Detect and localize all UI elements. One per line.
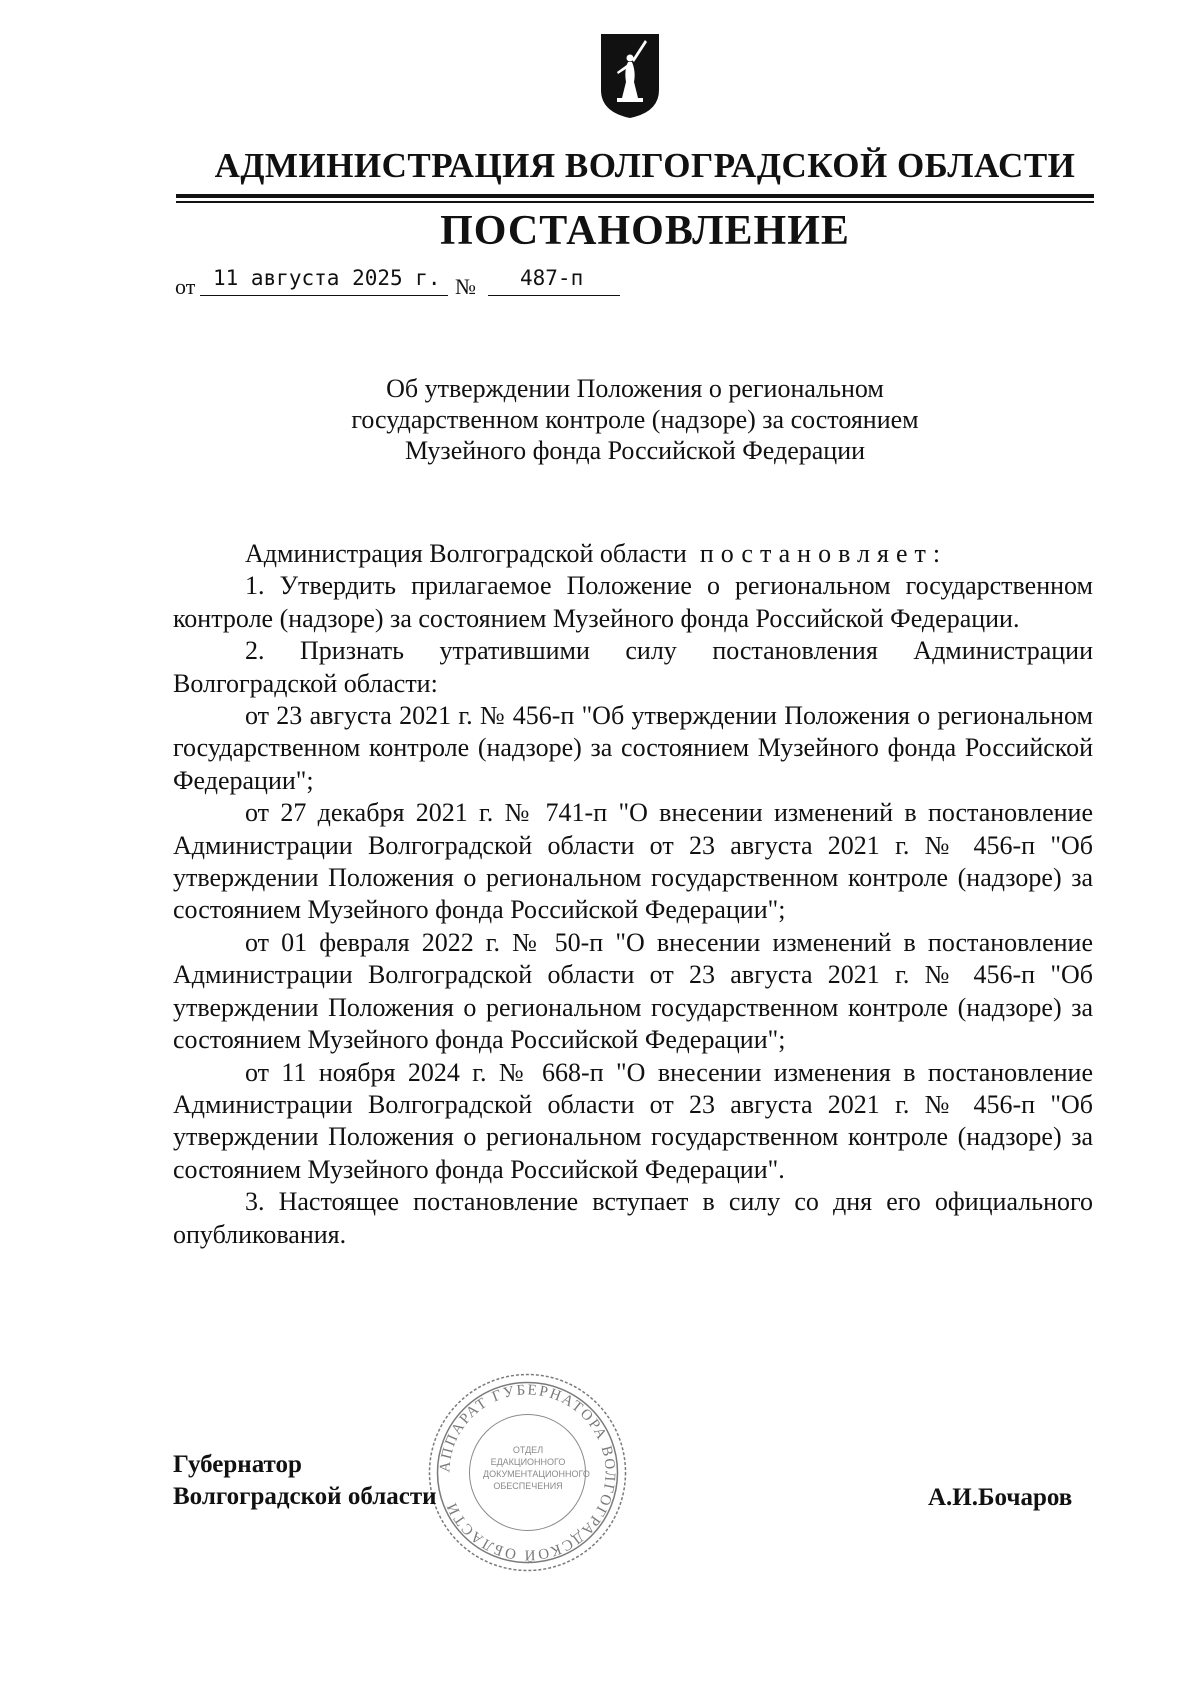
date-prefix: от (175, 274, 196, 299)
subject-line-2: государственном контроле (надзоре) за состоянием (351, 405, 919, 434)
header-rule-thin (176, 201, 1094, 203)
seal-inner-text: ОТДЕЛ ЕДАКЦИОННОГО ДОКУМЕНТАЦИОННОГО ОБЕСПЕЧЕНИЯ (483, 1445, 590, 1491)
item-2-sub-2: от 27 декабря 2021 г. № 741-п "О внесении изменений в постановление Администрации Волгоградской области от 23 августа 2021 г. № 456-п "Об утверждении Положения о региональном государственном контроле (надзоре) за состоянием Музейного фонда Российской Федерации"; (173, 798, 1093, 925)
coat-of-arms-icon (599, 32, 661, 120)
item-2-sub-3: от 01 февраля 2022 г. № 50-п "О внесении изменений в постановление Администрации Волгоградской области от 23 августа 2021 г. № 456-п "Об утверждении Положения о региональном государственном контроле (надзоре) за состоянием Музейного фонда Российской Федерации"; (173, 927, 1093, 1055)
header-rule-thick (176, 194, 1094, 198)
item-2-sub-1: от 23 августа 2021 г. № 456-п "Об утверждении Положения о региональном государственном контроле (надзоре) за состоянием Музейного фонда Российской Федерации"; (173, 701, 1093, 795)
number-prefix: № (455, 274, 476, 299)
document-subject (250, 373, 1020, 466)
document-number: 487-п (520, 266, 584, 290)
item-2-sub-4: от 11 ноября 2024 г. № 668-п "О внесении изменения в постановление Администрации Волгоградской области от 23 августа 2021 г. № 456-п "Об утверждении Положения о региональном государственном контроле (надзоре) за состоянием Музейного фонда Российской Федерации". (173, 1057, 1093, 1184)
official-seal (425, 1370, 630, 1575)
signatory-title (173, 1449, 437, 1513)
preamble-verb: постановляет: (699, 539, 948, 568)
seal-outer-text: АППАРАТ ГУБЕРНАТОРА ВОЛГОГРАДСКОЙ ОБЛАСТИ (437, 1382, 618, 1563)
document-body (173, 538, 1093, 1251)
signatory-title-line-1: Губернатор (173, 1451, 302, 1478)
preamble (173, 538, 1093, 570)
signatory-title-line-2: Волгоградской области (173, 1483, 437, 1510)
subject-line-3: Музейного фонда Российской Федерации (404, 436, 866, 465)
signatory-name: А.И.Бочаров (928, 1484, 1073, 1511)
preamble-subject: Администрация Волгоградской области (245, 539, 687, 568)
number-underline (488, 295, 620, 296)
item-2: 2. Признать утратившими силу постановления Администрации Волгоградской области: (173, 636, 1093, 698)
document-date: 11 августа 2025 г. (213, 266, 441, 290)
document-type-heading: ПОСТАНОВЛЕНИЕ (440, 208, 850, 254)
date-underline (200, 295, 448, 296)
subject-line-1: Об утверждении Положения о региональном (386, 374, 884, 403)
organization-title: АДМИНИСТРАЦИЯ ВОЛГОГРАДСКОЙ ОБЛАСТИ (214, 146, 1076, 185)
item-1: 1. Утвердить прилагаемое Положение о региональном государственном контроле (надзоре) за состоянием Музейного фонда Российской Федерации. (173, 571, 1093, 633)
item-3: 3. Настоящее постановление вступает в силу со дня его официального опубликования. (173, 1187, 1093, 1249)
